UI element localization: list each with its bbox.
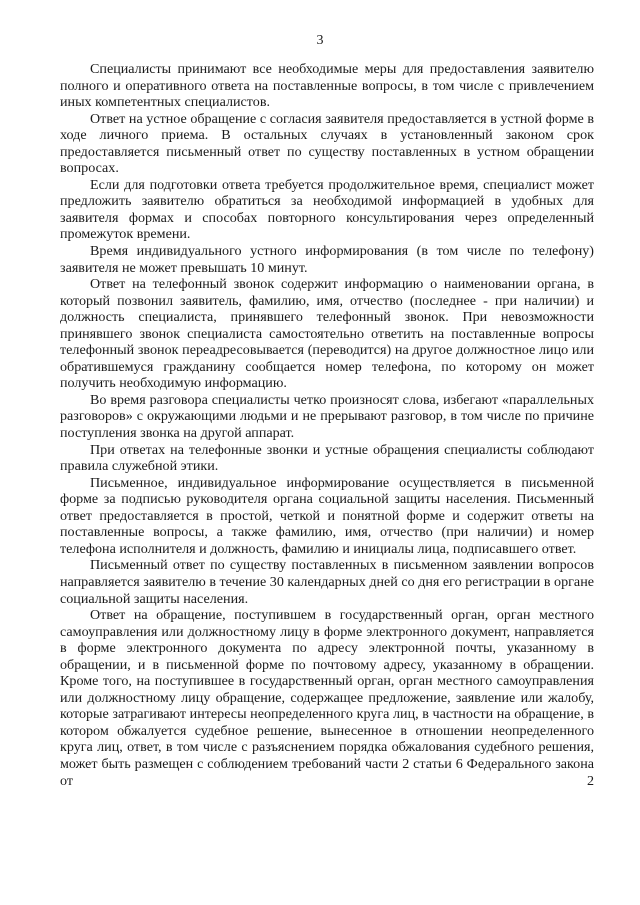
paragraph: Письменный ответ по существу поставленных в письменном заявлении вопросов направляется заявителю в течение 30 календарных дней со дня его регистрации в органе социальной защиты населения. — [60, 557, 594, 607]
paragraph: Ответ на обращение, поступившем в государственный орган, орган местного самоуправления или должностному лицу в форме электронного документ, направляется в форме электронного документа по адресу электронной почты, указанному в обращении, и в письменной форме по почтовому адресу, указанному в обращении. Кроме того, на поступившее в государственный орган, орган местного самоуправления или должностному лицу обращение, содержащее предложение, заявление или жалобу, которые затрагивают интересы неопределенного круга лиц, в частности на обращение, в котором обжалуется судебное решение, вынесенное в отношении неопределенного круга лиц, ответ, в том числе с разъяснением порядка обжалования судебного решения, может быть размещен с соблюдением требований части 2 статьи 6 Федерального закона от 2 — [60, 607, 594, 789]
paragraph: При ответах на телефонные звонки и устные обращения специалисты соблюдают правила служебной этики. — [60, 441, 594, 475]
page-number: 3 — [316, 33, 324, 48]
paragraph: Время индивидуального устного информирования (в том числе по телефону) заявителя не может превышать 10 минут. — [60, 243, 594, 276]
document-body — [60, 61, 594, 789]
paragraph: Во время разговора специалисты четко произносят слова, избегают «параллельных разговоров» с окружающими людьми и не прерывают разговор, в том числе по причине поступления звонка на другой аппарат. — [60, 391, 594, 442]
paragraph: Письменное, индивидуальное информирование осуществляется в письменной форме за подписью руководителя органа социальной защиты населения. Письменный ответ предоставляется в простой, четкой и понятной форме и содержит ответы на поставленные вопросы, а также фамилию, имя, отчество (при наличии) и номер телефона исполнителя и должность, фамилию и инициалы лица, подписавшего ответ. — [60, 474, 594, 557]
paragraph: Ответ на устное обращение с согласия заявителя предоставляется в устной форме в ходе личного приема. В остальных случаях в установленный законом срок предоставляется письменный ответ по существу поставленных в устном обращении вопросах. — [60, 110, 594, 177]
paragraph: Ответ на телефонный звонок содержит информацию о наименовании органа, в который позвонил заявитель, фамилию, имя, отчество (последнее - при наличии) и должность специалиста, принявшего телефонный звонок. При невозможности принявшего звонок специалиста самостоятельно ответить на поставленные вопросы телефонный звонок переадресовывается (переводится) на другое должностное лицо или обратившемуся гражданину сообщается номер телефона, по которому он может получить необходимую информацию. — [60, 276, 594, 392]
paragraph: Если для подготовки ответа требуется продолжительное время, специалист может предложить заявителю обратиться за необходимой информацией в удобных для заявителя формах и способах повторного консультирования через определенный промежуток времени. — [60, 176, 594, 243]
paragraph: Специалисты принимают все необходимые меры для предоставления заявителю полного и оперативного ответа на поставленные вопросы, в том числе с привлечением иных компетентных специалистов. — [60, 61, 594, 111]
